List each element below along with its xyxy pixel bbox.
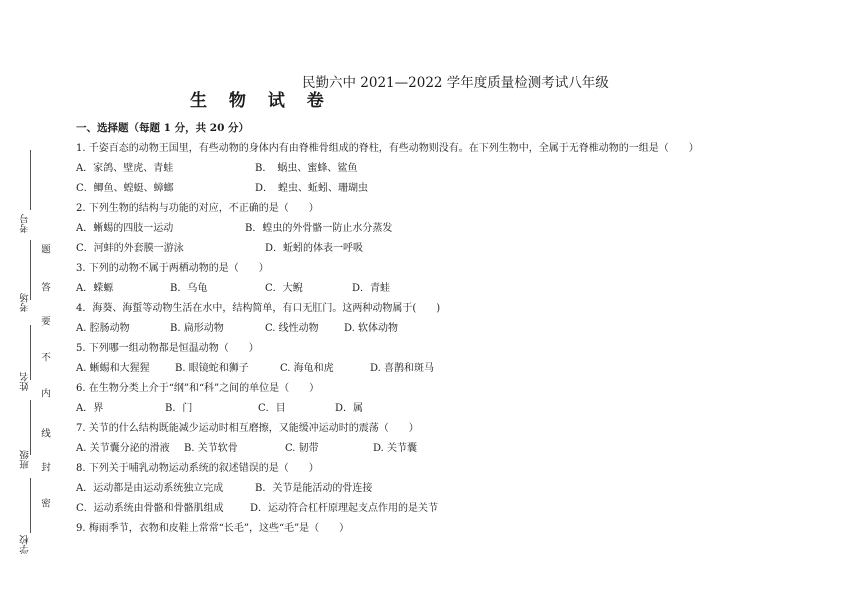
question-4-option-d: D. 软体动物 — [344, 323, 399, 334]
question-8-option-b: B．关节是能活动的骨连接 — [255, 483, 373, 494]
seal-char: 题 — [39, 244, 50, 254]
question-6-option-b: B．门 — [165, 403, 193, 414]
question-4-option-b: B. 扁形动物 — [170, 323, 224, 334]
school-line — [30, 478, 31, 533]
question-8-option-a: A．运动都是由运动系统独立完成 — [76, 483, 224, 494]
question-5-option-d: D. 喜鹊和斑马 — [370, 363, 435, 374]
seal-char: 答 — [39, 282, 50, 292]
question-5-option-c: C. 海龟和虎 — [280, 363, 334, 374]
seal-char: 要 — [39, 316, 50, 326]
question-4-stem: 4．海葵、海蜇等动物生活在水中，结构简单，有口无肛门。这两种动物属于( ) — [76, 303, 441, 314]
question-1-option-c: C．鲫鱼、蝗蜓、蟑螂 — [76, 183, 174, 194]
question-8-stem: 8. 下列关于哺乳动物运动系统的叙述错误的是（ ） — [76, 463, 319, 474]
question-8-option-d: D．运动符合杠杆原理起支点作用的是关节 — [250, 503, 439, 514]
question-8-option-c: C．运动系统由骨骼和骨骼肌组成 — [76, 503, 224, 514]
question-7-option-c: C. 韧带 — [285, 443, 319, 454]
exam-number-line — [30, 150, 31, 210]
question-1-stem: 1. 千姿百态的动物王国里，有些动物的身体内有由脊椎骨组成的脊柱，有些动物则没有。在下列生物中，全属于无脊椎动物的一组是（ ） — [76, 143, 699, 154]
question-3-stem: 3. 下列的动物不属于两栖动物的是（ ） — [76, 263, 269, 274]
seal-char: 线 — [39, 428, 50, 438]
question-3-option-a: A．蝾螈 — [76, 283, 114, 294]
seal-char: 不 — [39, 352, 50, 362]
question-5-option-a: A. 蜥蜴和大猩猩 — [76, 363, 150, 374]
question-7-stem: 7. 关节的什么结构既能减少运动时相互磨擦，又能缓冲运动时的震荡（ ） — [76, 423, 419, 434]
question-7-option-b: B. 关节软骨 — [184, 443, 238, 454]
question-5-option-b: B. 眼镜蛇和狮子 — [175, 363, 249, 374]
question-2-option-d: D．蚯蚓的体表一呼吸 — [265, 243, 364, 254]
question-1-option-a: A．家鸽、壁虎、青蛙 — [76, 163, 174, 174]
question-2-option-c: C．河蚌的外套膜一游泳 — [76, 243, 184, 254]
question-7-option-a: A. 关节囊分泌的滑液 — [76, 443, 170, 454]
question-5-stem: 5. 下列哪一组动物都是恒温动物（ ） — [76, 343, 259, 354]
question-2-option-b: B．蝗虫的外骨骼一防止水分蒸发 — [245, 223, 393, 234]
seal-char: 内 — [39, 388, 50, 398]
seal-char: 密 — [39, 498, 50, 508]
name-label: 姓名 — [20, 372, 31, 391]
exam-header-title: 民勤六中 2021—2022 学年度质量检测考试八年级 — [302, 75, 609, 91]
question-4-option-a: A. 腔肠动物 — [76, 323, 130, 334]
school-label: 学校 — [20, 535, 31, 554]
question-6-option-a: A．界 — [76, 403, 104, 414]
section-title: 一、选择题（每题 1 分，共 20 分） — [76, 122, 250, 134]
question-3-option-b: B．乌龟 — [170, 283, 208, 294]
exam-number-label: 考号 — [20, 214, 31, 233]
question-6-option-d: D．属 — [335, 403, 364, 414]
exam-room-label: 考场 — [20, 293, 31, 312]
class-label: 班级 — [20, 450, 31, 469]
question-4-option-c: C. 线性动物 — [265, 323, 319, 334]
question-2-option-a: A．蜥蜴的四肢一运动 — [76, 223, 174, 234]
question-2-stem: 2. 下列生物的结构与功能的对应，不正确的是（ ） — [76, 203, 319, 214]
question-3-option-d: D．青蛙 — [352, 283, 391, 294]
class-line — [30, 400, 31, 455]
question-1-option-b: B． 蜗虫、蜜蜂、鲨鱼 — [255, 163, 358, 174]
question-9-stem: 9. 梅雨季节，衣物和皮鞋上常常“长毛”，这些“毛”是（ ） — [76, 523, 350, 534]
question-6-stem: 6. 在生物分类上介于“纲”和“科”之间的单位是（ ） — [76, 383, 320, 394]
question-1-option-d: D． 蝗虫、蚯蚓、珊瑚虫 — [255, 183, 369, 194]
subject-title: 生 物 试 卷 — [190, 91, 332, 111]
exam-room-line — [30, 240, 31, 300]
seal-char: 封 — [39, 462, 50, 472]
question-6-option-c: C．目 — [258, 403, 286, 414]
question-7-option-d: D. 关节囊 — [373, 443, 418, 454]
question-3-option-c: C．大鲵 — [265, 283, 303, 294]
